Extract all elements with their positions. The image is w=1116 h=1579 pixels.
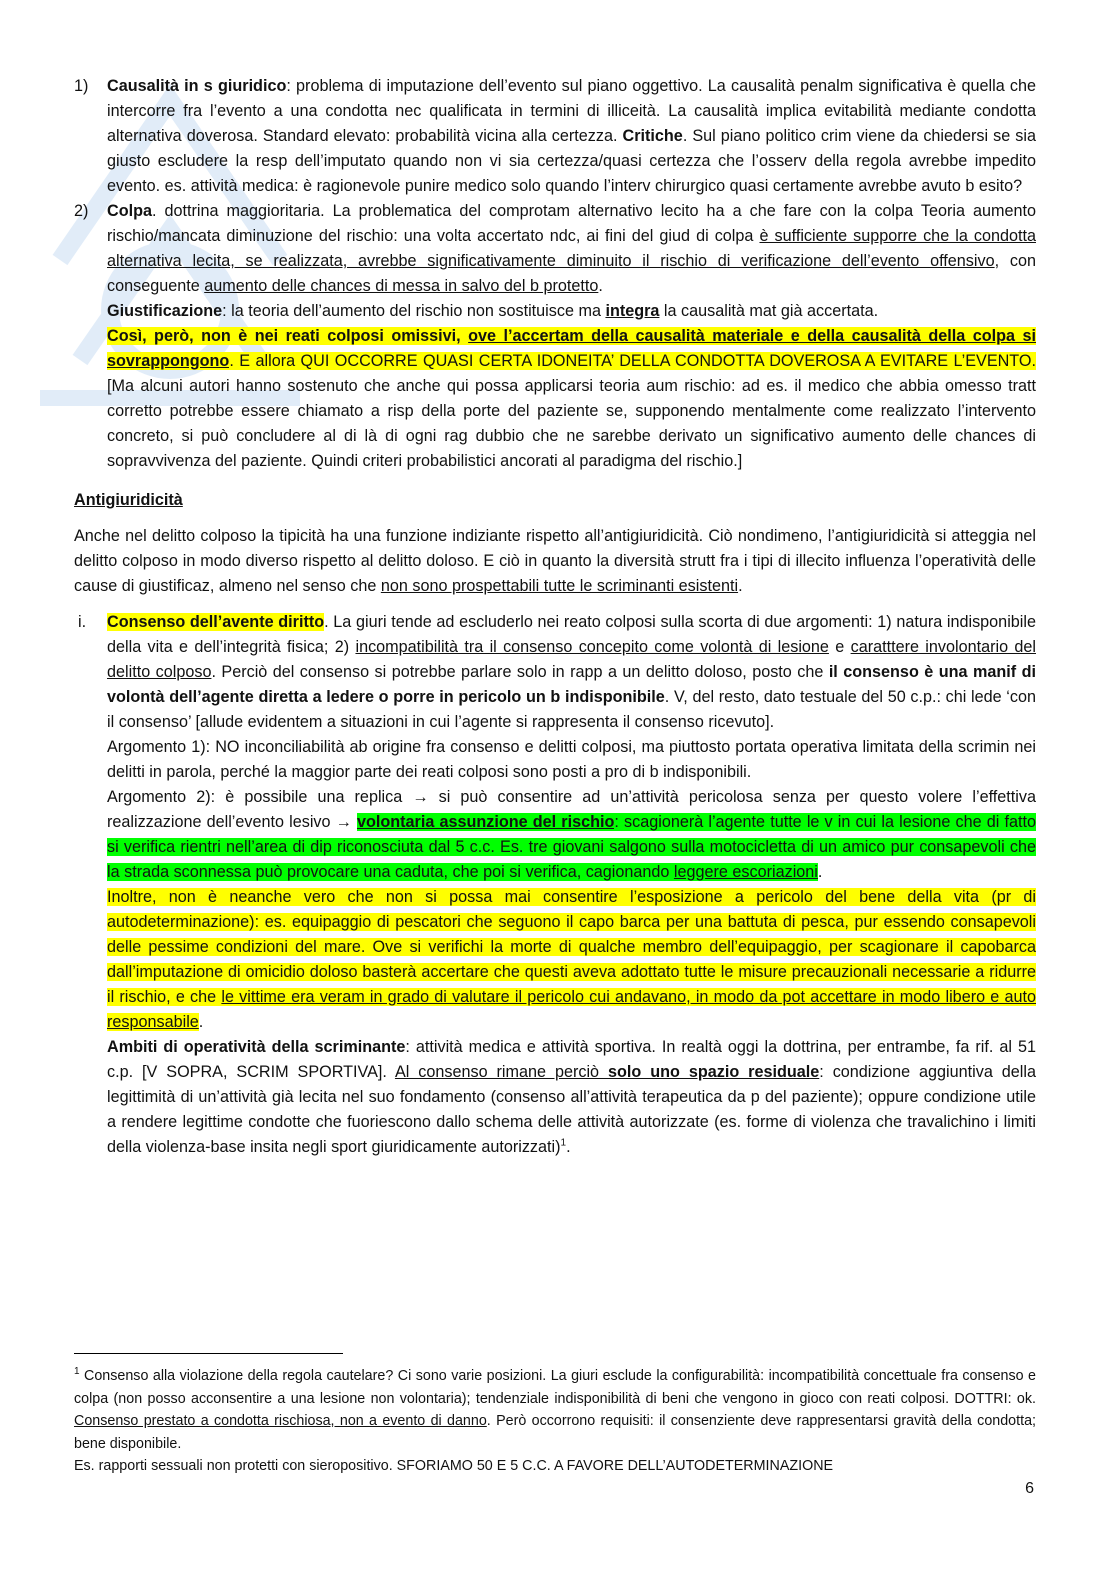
underlined-text: aumento delle chances di messa in salvo del b protetto: [204, 277, 599, 295]
underlined-text: incompatibilità tra il consenso concepito come volontà di lesione: [355, 638, 829, 656]
text: .: [598, 277, 603, 295]
text: , con conseguente: [107, 252, 1036, 295]
text: Anche nel delitto colposo la tipicità ha una funzione indiziante rispetto all’antigiuridicità. Ciò nondimeno, l’antigiuridicità si atteggia nel delitto colposo in modo diverso rispetto al delitto doloso. E ciò in quanto la diversità strutt fra i tipi di illecito influenza l’operatività delle cause di giustificaz, almeno nel senso che: [74, 527, 1036, 595]
footnote: [74, 1365, 1036, 1478]
text: . La giuri tende ad escluderlo nei reato colposi sulla scorta di due argomenti: 1) natura indisponibile della vita e dell’integrità fisica; 2): [107, 613, 1036, 656]
text: : attività medica e attività sportiva. In realtà oggi la dottrina, per entrambe, fa rif. al 51 c.p. [V SOPRA, SCRIM SPORTIVA].: [107, 1038, 1036, 1081]
text: . V, del resto, dato testuale del 50 c.p.: chi lede ‘con il consenso’ [allude evidentem a situazioni in cui l’agente si rappresenta il consenso ricevuto].: [107, 688, 1036, 731]
text: Consenso alla violazione della regola cautelare? Ci sono varie posizioni. La giuri esclude la configurabilità: incompatibilità concettuale fra consenso e colpa (non posso acconsentire a una lesione non volontaria); tendenziale indisponibilità di beni che vengono in gioco con reati colposi. DOTTRI: ok.: [74, 1368, 1036, 1407]
list-item-consenso: [74, 610, 1036, 1160]
text: . Perciò del consenso si potrebbe parlare solo in rapp a un delitto doloso, posto che: [211, 663, 829, 681]
list-number: i.: [78, 613, 87, 631]
text: la causalità mat già accertata.: [659, 302, 879, 320]
underlined-text: è sufficiente supporre che la condotta alternativa lecita, se realizzata, avrebbe significativamente diminuito il rischio di verificazione dell’evento offensivo: [107, 227, 1036, 270]
term-causalita: Causalità in s giuridico: [107, 77, 287, 95]
page-number: 6: [1025, 1480, 1034, 1497]
paragraph: [107, 785, 1036, 885]
bold-text: Ambiti di operatività della scriminante: [107, 1038, 406, 1056]
text: si può consentire ad un’attività pericolosa senza per questo volere l’effettiva realizzazione dell’evento lesivo: [107, 788, 1036, 831]
section-heading: Antigiuridicità: [74, 491, 183, 509]
text: : problema di imputazione dell’evento sul piano oggettivo. La causalità penalm significativa è quella che intercorre fra l’evento a una condotta nec qualificata in termini di illiceità. La causalità implica evitabilità mediante condotta alternativa doverosa. Standard elevato: probabilità vicina alla certezza.: [107, 77, 1037, 145]
underlined-text: caratttere involontario del delitto colposo: [107, 638, 1036, 681]
arrow-right-icon: →: [335, 813, 352, 831]
underlined-text: Al consenso rimane perciò: [394, 1063, 608, 1081]
arrow-right-icon: →: [412, 788, 429, 806]
highlighted-text: Inoltre, non è neanche vero che non si possa mai consentire l’esposizione a pericolo del bene della vita (pr di autodeterminazione): es. equipaggio di pescatori che seguono il capo barca per una battuta di pesca, pur essendo consapevoli delle pessime condizioni del mare. Ove si verifichi la morte di qualche membro dell’equipaggio, per scagionare il capobarca dall’imputazione di omicidio doloso basterà accertare che questi aveva adottato tutte le misure precauzionali necessarie a ridurre il rischio, e che: [107, 888, 1036, 1006]
text: .: [738, 577, 743, 595]
term-critiche: Critiche: [622, 127, 683, 145]
highlighted-underlined-text: ove l’accertam della causalità materiale e della causalità della colpa si sovrappongono: [107, 327, 1036, 370]
term-integra: integra: [605, 302, 660, 320]
text: .: [566, 1138, 571, 1156]
text: .: [198, 1013, 204, 1031]
list-number: 1): [74, 77, 89, 95]
text: : la teoria dell’aumento del rischio non sostituisce ma: [222, 302, 606, 320]
highlighted-underlined-text: le vittime era veram in grado di valutare il pericolo cui andavano, in modo da pot accettare in modo libero e auto responsabile: [107, 988, 1036, 1031]
underlined-text: non sono prospettabili tutte le scriminanti esistenti: [380, 577, 739, 595]
text: [Ma alcuni autori hanno sostenuto che anche qui possa applicarsi teoria aum rischio: ad es. il medico che abbia omesso tratt corretto potrebbe essere chiamato a risp della porte del paziente se, supponendo mentalmente come realizzato l’intervento concreto, si può concludere al di là di ogni rag dubbio che ne sarebbe derivato un significativo aumento delle chances di sopravvivenza del paziente. Quindi criteri probabilistici ancorati al paradigma del rischio.]: [107, 377, 1036, 470]
footnote-paragraph: [74, 1365, 1036, 1455]
footnote-separator: [74, 1353, 343, 1354]
term-giustificazione: Giustificazione: [107, 302, 223, 320]
list-number: 2): [74, 202, 89, 220]
text: e: [828, 638, 851, 656]
footnote-marker: 1: [74, 1366, 80, 1378]
bold-text: il consenso è una manif di volontà dell’agente diretta a ledere o porre in pericolo un b indisponibile: [107, 663, 1036, 706]
text: .: [817, 863, 823, 881]
green-highlighted-underlined-text: leggere escoriazioni: [673, 863, 818, 881]
highlighted-text: . E allora QUI OCCORRE QUASI CERTA IDONEITA’ DELLA CONDOTTA DOVEROSA A EVITARE L’EVENTO.: [229, 352, 1036, 370]
footnote-reference[interactable]: 1: [560, 1137, 567, 1149]
paragraph: [107, 885, 1036, 1035]
paragraph: [107, 610, 1036, 735]
bold-underlined-text: solo uno spazio residuale: [608, 1063, 820, 1081]
text: . dottrina maggioritaria. La problematica del comprotam alternativo lecito ha a che fare con la colpa Teoria aumento rischio/mancata diminuzione del rischio: una volta accertato ndc, ai fini del giud di colpa: [107, 202, 1036, 245]
text: : condizione aggiuntiva della legittimità di un’attività già lecita nel suo fondamento (consenso all’attività terapeutica da p del paziente); oppure condizione utile a rendere legittime condotte che fuoriescono dallo schema delle attività autorizzate (es. forme di violenza che travalichino i limiti della violenza-base insita negli sport giuridicamente autorizzati): [107, 1063, 1036, 1156]
document-body: [74, 74, 1036, 1160]
green-highlighted-term: volontaria assunzione del rischio: [357, 813, 615, 831]
text: . Però occorrono requisiti: il consenziente deve rappresentarsi gravità della condotta; bene disponibile.: [74, 1413, 1036, 1452]
intro-paragraph: [74, 524, 1036, 599]
paragraph: [107, 1035, 1036, 1160]
highlighted-term: Consenso dell’avente diritto: [107, 613, 325, 631]
text: . Sul piano politico crim viene da chiedersi se sia giusto escludere la resp dell’imputato quando non vi sia certezza/quasi certezza che l’osserv della regola avrebbe impedito evento. es. attività medica: è ragionevole punire medico solo quando l’interv chirurgico quasi certamente avrebbe avuto b esito?: [107, 127, 1036, 195]
green-highlighted-text: : scagionerà l’agente tutte le v in cui la lesione che di fatto si verifica rientri nell’area di dip riconosciuta dal 5 c.c. Es. tre giovani salgono sulla motocicletta di un amico pur consapevoli che la strada sconnessa può provocare una caduta, che poi si verifica, cagionando: [107, 813, 1036, 881]
list-item-causalita: [74, 74, 1036, 199]
term-colpa: Colpa: [107, 202, 152, 220]
footnote-line: Es. rapporti sessuali non protetti con sieropositivo. SFORIAMO 50 E 5 C.C. A FAVORE DELL’AUTODETERMINAZIONE: [74, 1458, 834, 1474]
text: Argomento 2): è possibile una replica: [107, 788, 413, 806]
list-item-colpa: [74, 199, 1036, 474]
paragraph: Argomento 1): NO inconciliabilità ab origine fra consenso e delitti colposi, ma piuttosto portata operativa limitata della scrimin nei delitti in parola, perché la maggior parte dei reati colposi sono posti a pro di b indisponibili.: [107, 738, 1036, 781]
highlighted-text: Così, però, non è nei reati colposi omissivi,: [107, 327, 469, 345]
underlined-text: Consenso prestato a condotta rischiosa, non a evento di danno: [74, 1413, 487, 1429]
